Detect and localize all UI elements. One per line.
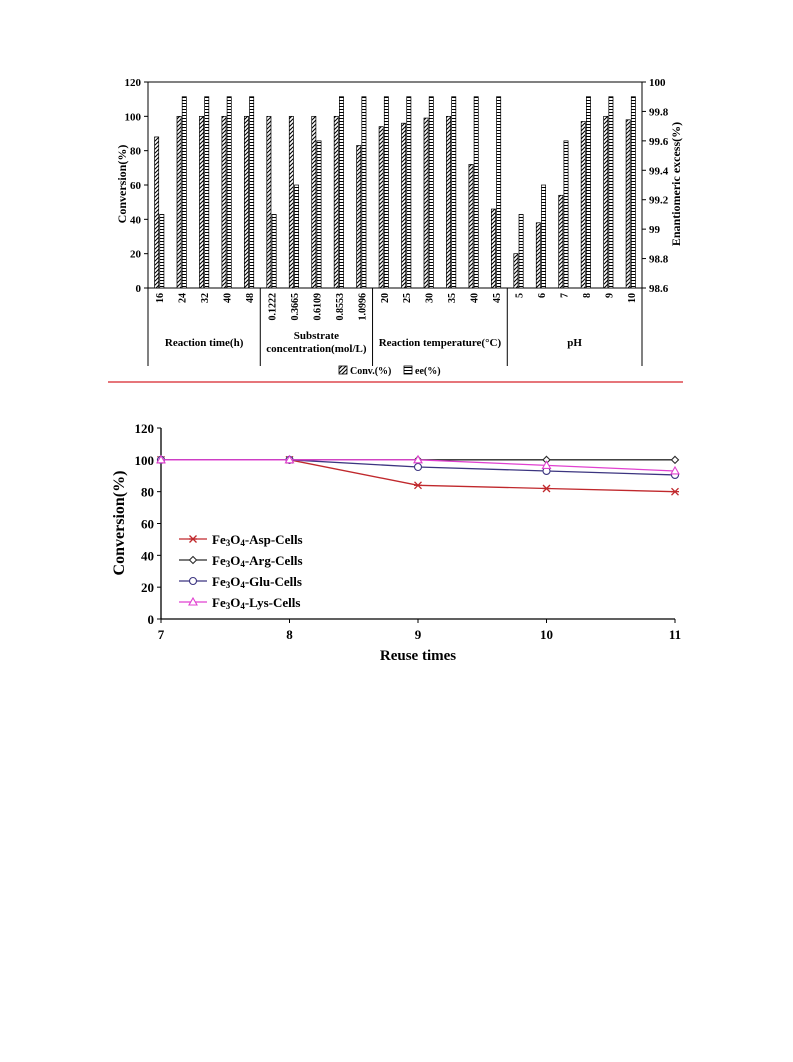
legend-label-conv: Conv.(%) xyxy=(350,366,392,377)
category-tick-label: 40 xyxy=(222,293,234,303)
category-tick-label: 30 xyxy=(424,293,436,303)
category-tick-label: 6 xyxy=(536,293,548,298)
group-label: Substrate xyxy=(293,330,340,342)
conv-bar xyxy=(289,116,293,288)
data-point xyxy=(414,482,422,489)
left-tick-label: 120 xyxy=(124,77,141,89)
ee-bar xyxy=(227,97,231,288)
line-y-tick-label: 80 xyxy=(141,484,154,500)
bar-chart-category-labels xyxy=(155,293,638,321)
right-tick-label: 99.8 xyxy=(649,106,669,119)
legend-entry xyxy=(179,574,302,590)
line-chart-axes xyxy=(157,428,675,623)
category-tick-label: 0.1222 xyxy=(267,293,279,321)
conv-bar xyxy=(402,123,406,288)
conv-bar xyxy=(604,116,608,288)
category-tick-label: 45 xyxy=(492,293,504,303)
line-y-tick-label: 60 xyxy=(141,516,154,532)
legend-swatch-conv xyxy=(339,366,347,374)
conv-bar xyxy=(357,146,361,288)
ee-bar xyxy=(631,97,635,288)
bar-chart-group-labels xyxy=(165,330,583,355)
conv-bar xyxy=(155,137,159,288)
right-tick-label: 99 xyxy=(649,224,660,237)
legend-label: Fe3O4-Lys-Cells xyxy=(212,595,301,611)
line-y-tick-label: 100 xyxy=(134,452,154,468)
conv-bar xyxy=(559,195,563,288)
legend-label: Fe3O4-Asp-Cells xyxy=(212,532,303,548)
ee-bar xyxy=(384,97,388,288)
line-chart-legend xyxy=(179,532,303,611)
left-tick-label: 80 xyxy=(130,145,141,158)
bar-chart-legend xyxy=(339,366,441,377)
group-label: Reaction time(h) xyxy=(164,337,244,349)
legend-entry xyxy=(179,553,303,569)
category-tick-label: 25 xyxy=(402,293,414,303)
ee-bar xyxy=(429,97,433,288)
line-x-tick-label: 7 xyxy=(157,627,165,642)
right-tick-label: 98.6 xyxy=(649,283,669,295)
category-tick-label: 32 xyxy=(200,293,212,303)
conv-bar xyxy=(199,116,203,288)
data-point xyxy=(190,557,197,564)
line-y-tick-label: 120 xyxy=(134,421,154,436)
ee-bar xyxy=(294,185,298,288)
conv-bar xyxy=(177,116,181,288)
ee-bar xyxy=(317,141,321,288)
conv-bar xyxy=(446,116,450,288)
line-x-tick-label: 8 xyxy=(286,627,293,642)
line-x-tick-label: 9 xyxy=(414,627,422,642)
category-tick-label: 0.3665 xyxy=(289,293,301,321)
conv-bar xyxy=(334,116,338,288)
category-tick-label: 35 xyxy=(447,293,459,303)
conv-bar xyxy=(244,116,248,288)
group-label: Reaction temperature(°C) xyxy=(378,337,502,349)
line-x-tick-label: 10 xyxy=(540,627,553,642)
data-point xyxy=(671,488,679,495)
ee-bar xyxy=(541,185,545,288)
legend-label: Fe3O4-Glu-Cells xyxy=(212,574,302,590)
conv-bar xyxy=(424,118,428,288)
line-x-axis-label: Reuse times xyxy=(379,648,457,664)
conv-bar xyxy=(469,164,473,288)
category-tick-label: 9 xyxy=(604,293,616,298)
ee-bar xyxy=(182,97,186,288)
legend-entry xyxy=(179,595,300,611)
category-tick-label: 10 xyxy=(626,293,638,303)
category-tick-label: 0.6109 xyxy=(312,293,324,321)
right-axis-label: Enantiomeric excess(%) xyxy=(669,121,683,247)
category-tick-label: 48 xyxy=(245,293,257,303)
line-y-tick-label: 40 xyxy=(141,548,154,564)
bar-chart xyxy=(115,77,683,377)
legend-swatch-ee xyxy=(404,366,412,374)
data-point xyxy=(543,485,551,492)
ee-bar xyxy=(519,214,523,288)
ee-bar xyxy=(407,97,411,288)
conv-bar xyxy=(312,116,316,288)
line-y-axis-label: Conversion(%) xyxy=(111,470,128,576)
line-chart xyxy=(111,421,681,664)
conv-bar xyxy=(536,223,540,288)
category-tick-label: 24 xyxy=(177,293,189,303)
ee-bar xyxy=(339,97,343,288)
ee-bar xyxy=(609,97,613,288)
conv-bar xyxy=(626,120,630,288)
conv-bar xyxy=(581,121,585,288)
ee-bar xyxy=(586,97,590,288)
category-tick-label: 0.8553 xyxy=(334,293,346,321)
data-point xyxy=(415,463,422,470)
left-tick-label: 20 xyxy=(130,248,141,261)
category-tick-label: 40 xyxy=(469,293,481,303)
conv-bar xyxy=(222,116,226,288)
left-tick-label: 0 xyxy=(135,283,141,295)
right-tick-label: 100 xyxy=(649,77,666,89)
conv-bar xyxy=(379,127,383,288)
ee-bar xyxy=(272,214,276,288)
category-tick-label: 16 xyxy=(155,293,167,303)
ee-bar xyxy=(160,214,164,288)
ee-bar xyxy=(497,97,501,288)
line-y-tick-label: 0 xyxy=(147,612,154,627)
category-tick-label: 1.0996 xyxy=(357,293,369,321)
right-tick-label: 99.6 xyxy=(649,135,669,148)
conv-bar xyxy=(514,254,518,288)
group-label: pH xyxy=(567,337,582,349)
legend-label-ee: ee(%) xyxy=(415,366,441,377)
data-point xyxy=(672,456,679,463)
left-axis-label: Conversion(%) xyxy=(115,144,129,224)
category-tick-label: 5 xyxy=(514,293,526,298)
left-tick-label: 60 xyxy=(130,180,141,192)
legend-label: Fe3O4-Arg-Cells xyxy=(212,553,303,569)
legend-entry xyxy=(179,532,303,548)
ee-bar xyxy=(362,97,366,288)
conv-bar xyxy=(267,116,271,288)
line-x-tick-label: 11 xyxy=(668,627,682,642)
category-tick-label: 20 xyxy=(379,293,391,303)
right-tick-label: 98.8 xyxy=(649,253,669,266)
line-chart-series xyxy=(157,456,679,495)
right-tick-label: 99.4 xyxy=(649,165,669,178)
ee-bar xyxy=(474,97,478,288)
ee-bar xyxy=(564,141,568,288)
category-tick-label: 8 xyxy=(581,293,593,298)
group-label: concentration(mol/L) xyxy=(266,343,367,355)
bar-chart-axes xyxy=(144,82,646,366)
ee-bar xyxy=(452,97,456,288)
ee-bar xyxy=(205,97,209,288)
data-point xyxy=(189,536,197,543)
data-point xyxy=(190,578,197,585)
category-tick-label: 7 xyxy=(559,293,571,298)
ee-bar xyxy=(250,97,254,288)
left-tick-label: 40 xyxy=(130,214,141,227)
line-y-tick-label: 20 xyxy=(141,580,154,596)
left-tick-label: 100 xyxy=(124,111,141,124)
bar-chart-bars xyxy=(155,97,636,288)
conv-bar xyxy=(491,209,495,288)
right-tick-label: 99.2 xyxy=(649,194,669,207)
